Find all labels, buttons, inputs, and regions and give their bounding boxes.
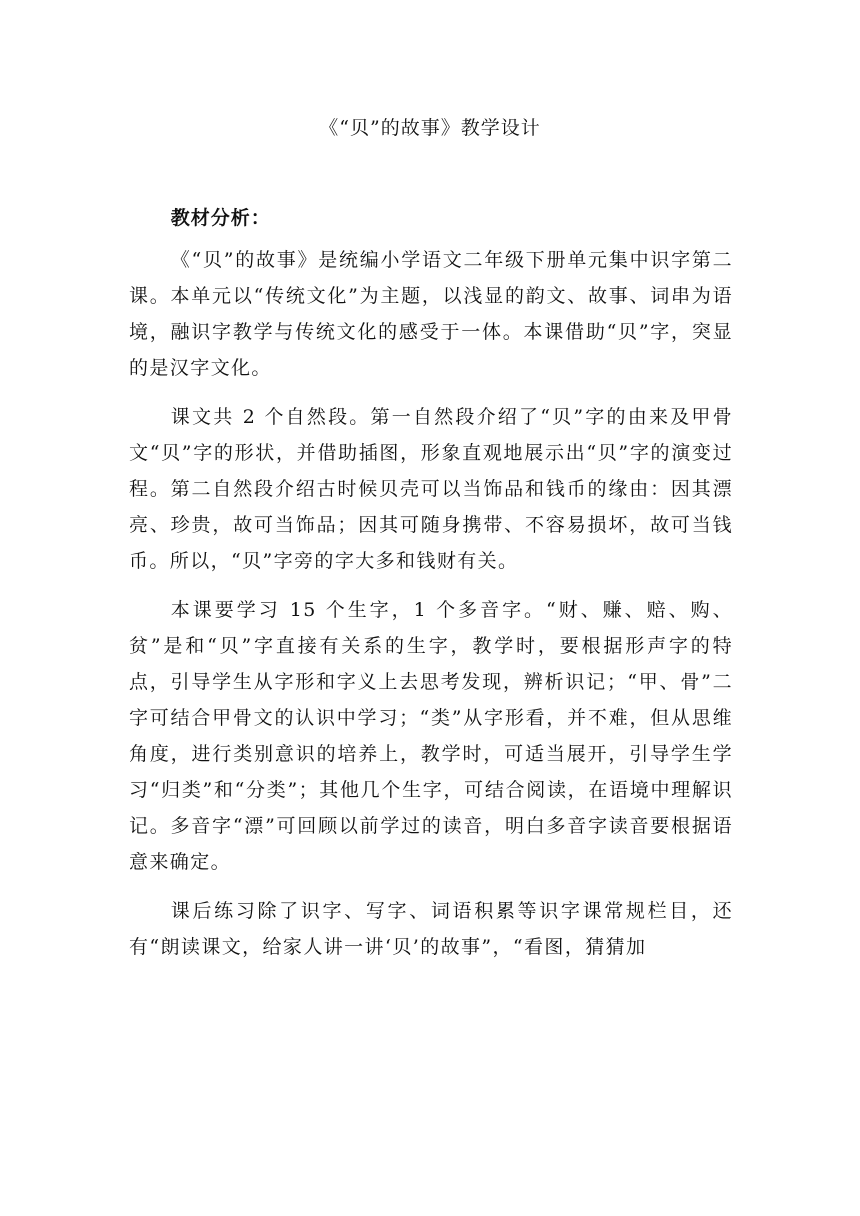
paragraph: 课后练习除了识字、写字、词语积累等识字课常规栏目，还有“朗读课文，给家人讲一讲‘贝’的故事”，“看图，猜猜加: [129, 900, 733, 958]
paragraph: 本课要学习 15 个生字，1 个多音字。“财、赚、赔、购、贫”是和“贝”字直接有关系的生字，教学时，要根据形声字的特点，引导学生从字形和字义上去思考发现，辨析识记；“甲、骨”二字可结合甲骨文的认识中学习；“类”从字形看，并不难，但从思维角度，进行类别意识的培养上，教学时，可适当展开，引导学生学习“归类”和“分类”；其他几个生字，可结合阅读，在语境中理解识记。多音字“漂”可回顾以前学过的读音，明白多音字读音要根据语意来确定。: [129, 599, 733, 873]
paragraph: 课文共 2 个自然段。第一自然段介绍了“贝”字的由来及甲骨文“贝”字的形状，并借助插图，形象直观地展示出“贝”字的演变过程。第二自然段介绍古时候贝壳可以当饰品和钱币的缘由：因其漂亮、珍贵，故可当饰品；因其可随身携带、不容易损坏，故可当钱币。所以，“贝”字旁的字大多和钱财有关。: [129, 406, 733, 572]
section-heading: 教材分析：: [170, 207, 271, 229]
document-body: [129, 198, 733, 966]
paragraph: 《“贝”的故事》是统编小学语文二年级下册单元集中识字第二课。本单元以“传统文化”为主题，以浅显的韵文、故事、词串为语境，融识字教学与传统文化的感受于一体。本课借助“贝”字，突显的是汉字文化。: [129, 249, 733, 379]
document-title: 《“贝”的故事》教学设计: [319, 117, 541, 139]
